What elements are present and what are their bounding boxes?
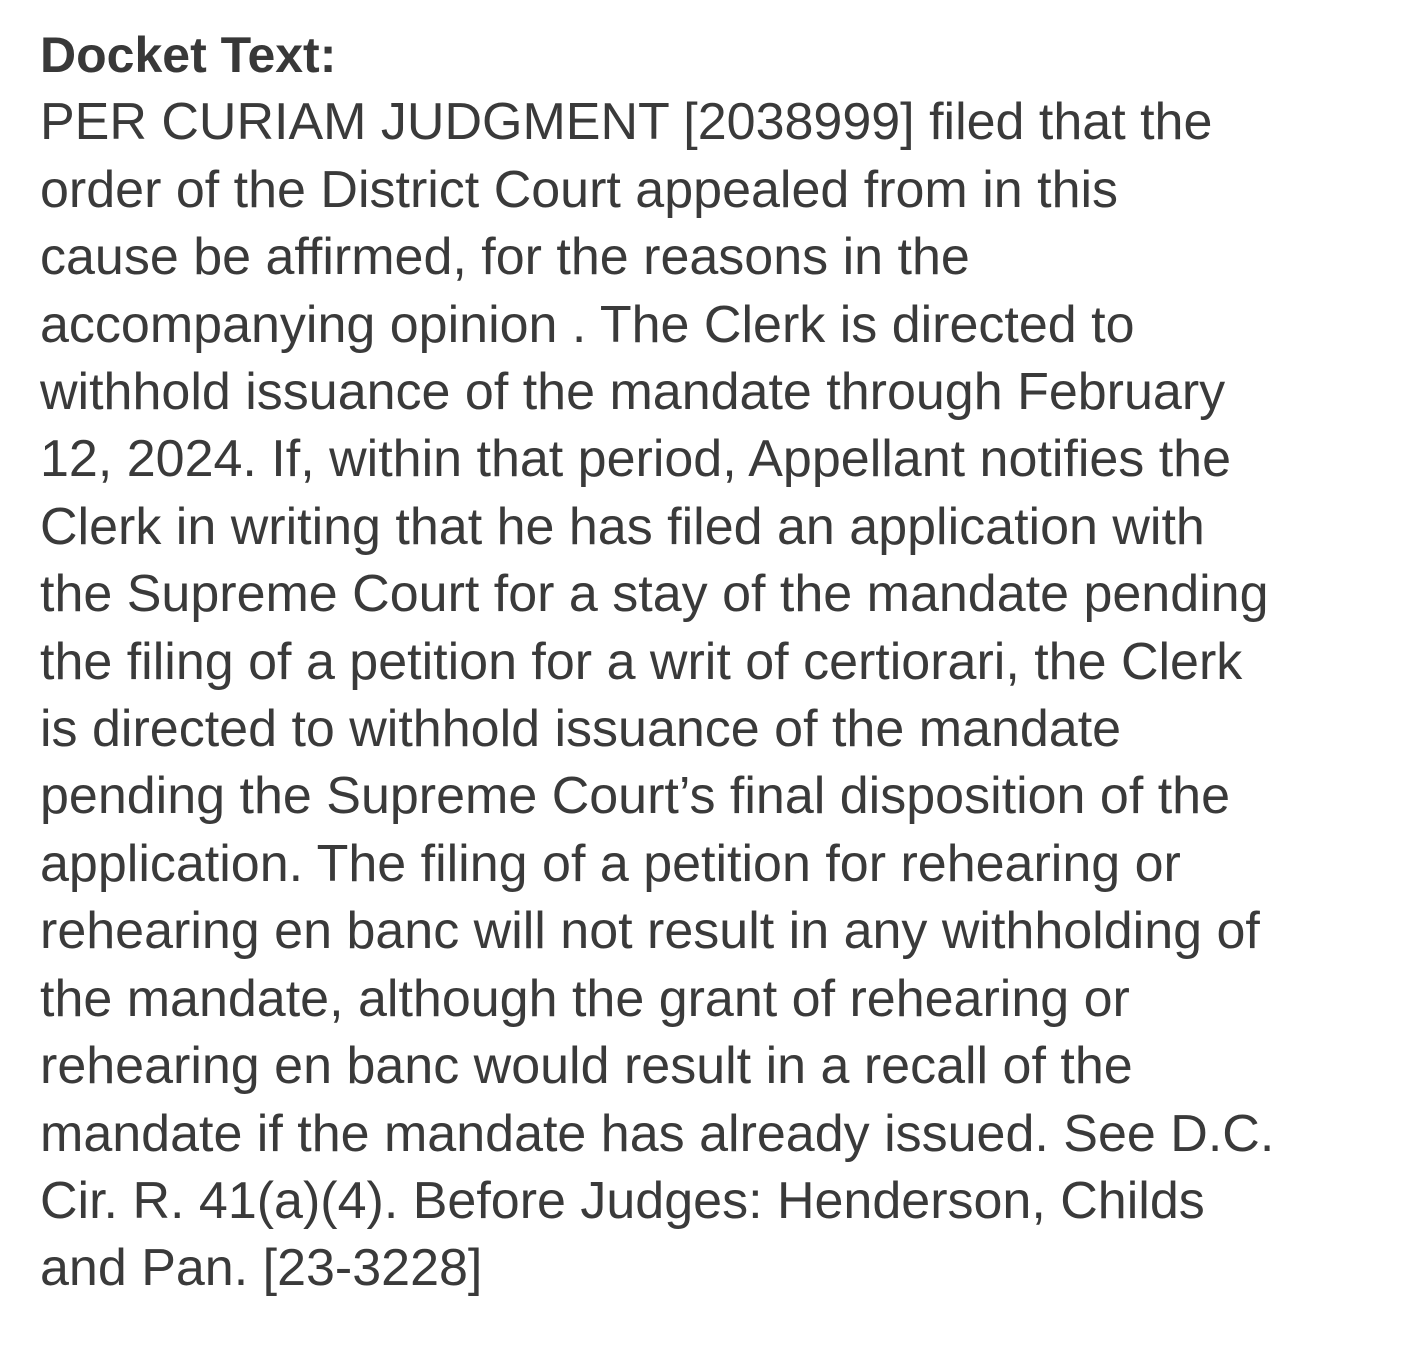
docket-text-line: the filing of a petition for a writ of certiorari, the Clerk (40, 632, 1243, 691)
docket-text-line: the Supreme Court for a stay of the mandate pending (40, 565, 1269, 624)
docket-text-line: and Pan. [23-3228] (40, 1239, 483, 1298)
docket-text-line: pending the Supreme Court’s final disposition of the (40, 767, 1231, 826)
docket-text-line: withhold issuance of the mandate through February (40, 363, 1226, 422)
docket-heading: Docket Text: (40, 27, 337, 83)
docket-entry (40, 22, 1380, 1303)
docket-text (40, 89, 1380, 1302)
docket-text-line: cause be affirmed, for the reasons in the (40, 228, 970, 287)
docket-text-line: the mandate, although the grant of rehearing or (40, 969, 1130, 1028)
docket-text-line: is directed to withhold issuance of the mandate (40, 700, 1122, 759)
docket-text-line: order of the District Court appealed from in this (40, 160, 1119, 219)
docket-text-line: PER CURIAM JUDGMENT [2038999] filed that the (40, 93, 1213, 152)
docket-text-line: application. The filing of a petition for rehearing or (40, 834, 1181, 893)
docket-text-line: Clerk in writing that he has filed an application with (40, 497, 1205, 556)
docket-text-line: Cir. R. 41(a)(4). Before Judges: Henderson, Childs (40, 1171, 1205, 1230)
docket-text-line: rehearing en banc would result in a recall of the (40, 1037, 1133, 1096)
docket-text-line: rehearing en banc will not result in any withholding of (40, 902, 1260, 961)
docket-text-line: 12, 2024. If, within that period, Appellant notifies the (40, 430, 1232, 489)
docket-text-line: accompanying opinion . The Clerk is directed to (40, 295, 1135, 354)
docket-text-line: mandate if the mandate has already issued. See D.C. (40, 1104, 1275, 1163)
